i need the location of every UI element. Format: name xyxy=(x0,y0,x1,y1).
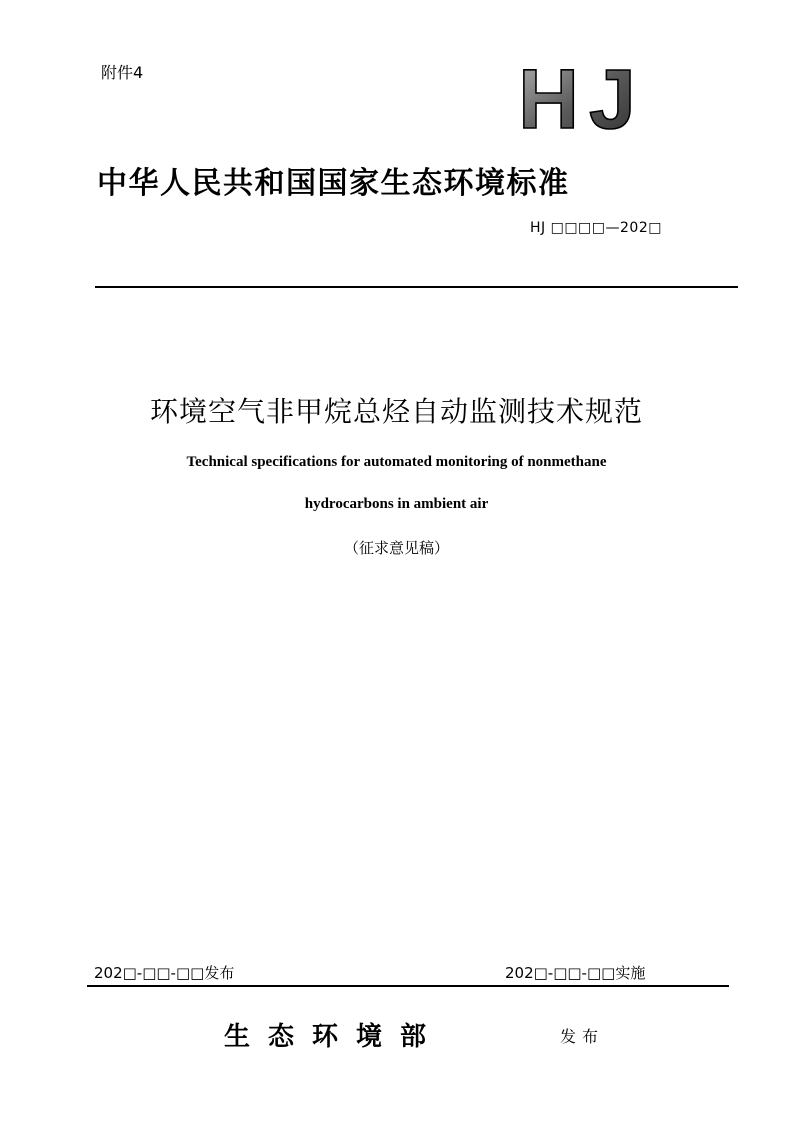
attachment-label: 附件4 xyxy=(101,63,144,82)
standard-number: HJ □□□□—202□ xyxy=(530,220,662,236)
issue-date: 202□-□□-□□发布 xyxy=(94,964,235,982)
title-english-line1: Technical specifications for automated monitoring of nonmethane xyxy=(186,454,607,470)
top-divider xyxy=(95,286,738,288)
hj-logo xyxy=(507,60,657,136)
title-english-line2: hydrocarbons in ambient air xyxy=(304,496,489,512)
title-chinese: 环境空气非甲烷总烃自动监测技术规范 xyxy=(149,395,643,428)
draft-note: （征求意见稿） xyxy=(343,539,449,557)
publisher-name: 生态环境部 xyxy=(224,1022,445,1052)
implementation-date: 202□-□□-□□实施 xyxy=(505,964,646,982)
publish-word: 发布 xyxy=(560,1027,605,1046)
logo-text: HJ xyxy=(518,60,646,136)
bottom-divider xyxy=(87,985,729,987)
standard-organization-title: 中华人民共和国国家生态环境标准 xyxy=(97,166,570,201)
